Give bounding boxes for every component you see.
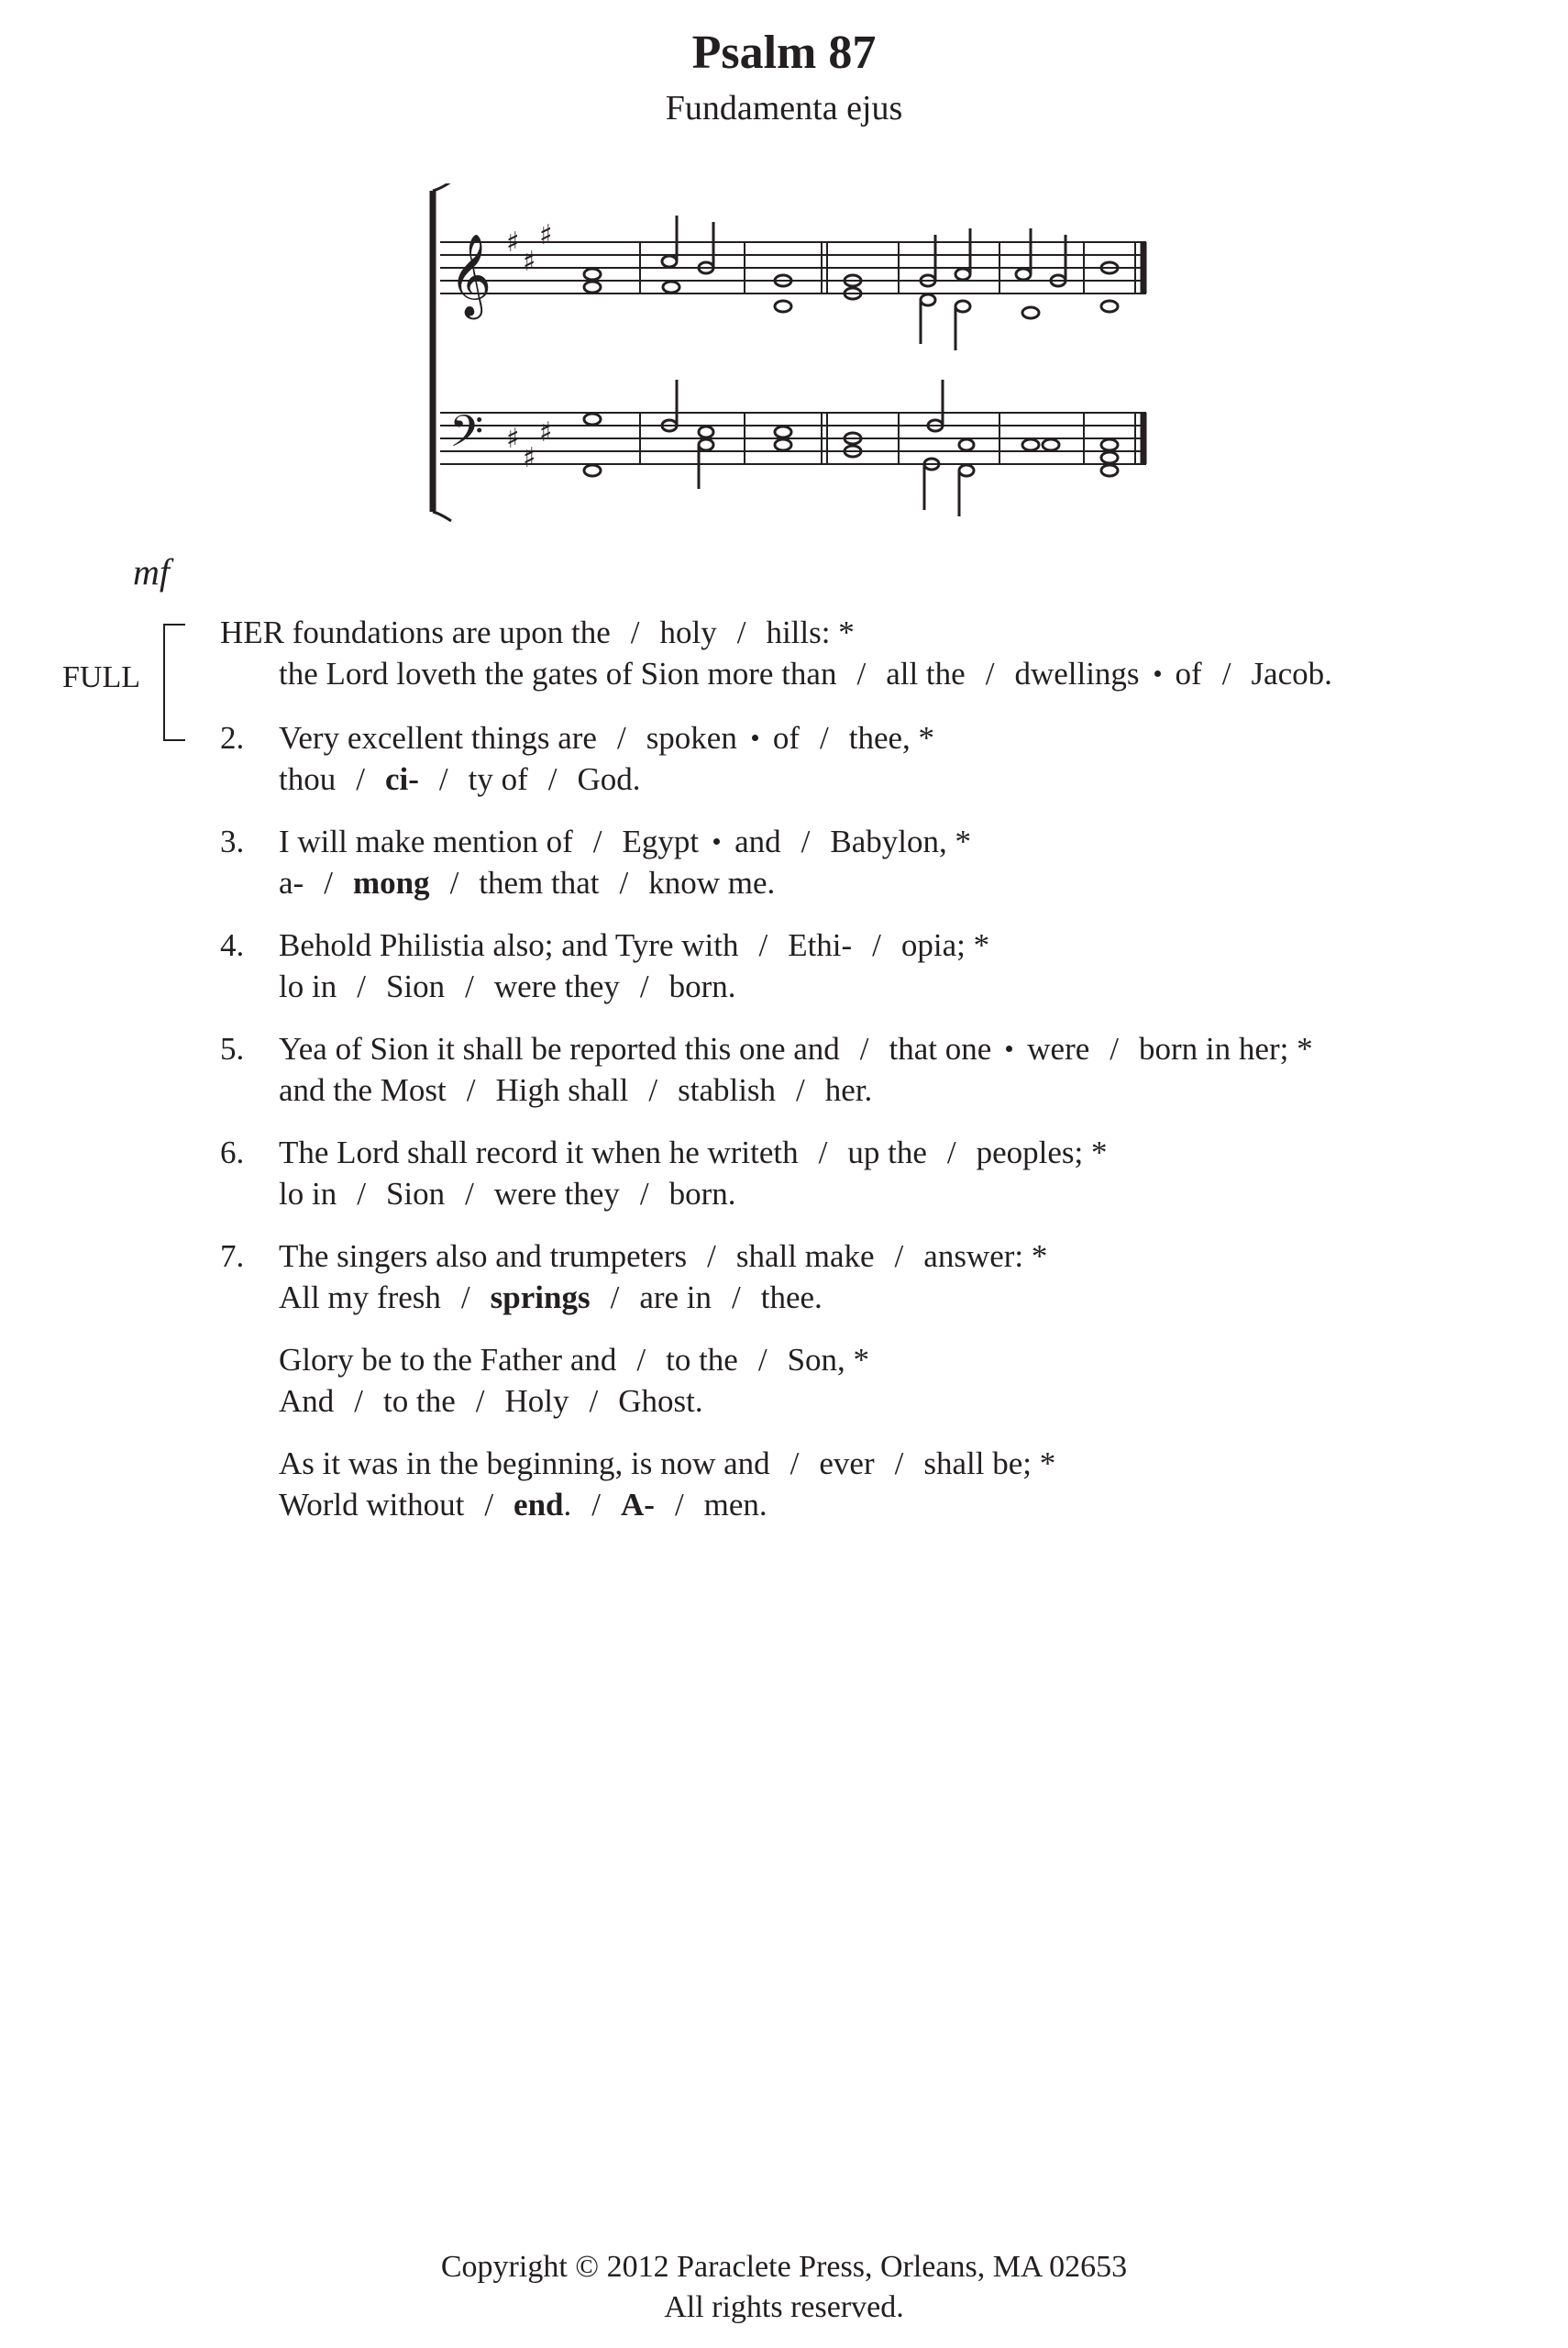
verse-2 [0, 720, 1568, 812]
verse-1 [0, 615, 1568, 706]
svg-text:♯: ♯ [539, 416, 553, 449]
verse-line: All my fresh / springs / are in / thee. [279, 1279, 823, 1315]
svg-text:♯: ♯ [523, 246, 536, 278]
verse-number: 3. [220, 824, 245, 859]
rights-line: All rights reserved. [664, 2290, 904, 2324]
gloria-1 [0, 1342, 1568, 1434]
verse-line: The Lord shall record it when he writeth / up the / peoples; * [279, 1135, 1108, 1170]
svg-text:♯: ♯ [539, 219, 553, 251]
svg-text:♯: ♯ [523, 442, 536, 474]
verse-line: and the Most / High shall / stablish / her. [279, 1072, 873, 1108]
page-title: Psalm 87 [691, 27, 877, 79]
treble-clef-icon: 𝄞 [449, 234, 492, 316]
verse-number: 2. [220, 720, 245, 756]
svg-text:♯: ♯ [506, 423, 520, 455]
verse-number: 5. [220, 1031, 245, 1067]
verse-line: The singers also and trumpeters / shall make / answer: * [279, 1238, 1048, 1274]
verse-line: lo in / Sion / were they / born. [279, 1176, 736, 1212]
verse-line: thou / ci- / ty of / God. [279, 761, 641, 797]
dynamic-marking: mf [133, 551, 170, 593]
verse-line: Glory be to the Father and / to the / Son, * [279, 1342, 870, 1378]
verse-line: Behold Philistia also; and Tyre with / Ethi- / opia; * [279, 927, 990, 963]
verse-5 [0, 1031, 1568, 1123]
verse-line: World without / end. / A- / men. [279, 1487, 767, 1523]
bass-clef-icon: 𝄢 [449, 405, 484, 468]
verse-number: 7. [220, 1238, 245, 1274]
verse-line: a- / mong / them that / know me. [279, 865, 776, 901]
verse-line: Very excellent things are / spoken of / thee, * [279, 720, 935, 756]
verse-line: And / to the / Holy / Ghost. [279, 1383, 703, 1419]
verse-6 [0, 1135, 1568, 1226]
pointing-dot [1154, 670, 1161, 677]
copyright-notice [0, 2247, 1568, 2328]
verse-line: lo in / Sion / were they / born. [279, 969, 736, 1004]
gloria-2 [0, 1445, 1568, 1537]
verse-number: 4. [220, 927, 245, 963]
copyright-line: Copyright © 2012 Paraclete Press, Orleans, MA 02653 [440, 2250, 1128, 2284]
key-signature-treble [506, 219, 553, 278]
svg-text:♯: ♯ [506, 227, 520, 259]
verse-line: Yea of Sion it shall be reported this one and / that one were / born in her; * [279, 1031, 1313, 1067]
verse-7 [0, 1238, 1568, 1330]
pointing-dot [752, 735, 758, 741]
verse-line: the Lord loveth the gates of Sion more than / all the / dwellings of / Jacob. [279, 656, 1332, 692]
verse-3 [0, 824, 1568, 915]
verse-line: I will make mention of / Egypt and / Babylon, * [279, 824, 971, 859]
verse-number: 6. [220, 1135, 245, 1170]
pointing-dot [713, 838, 720, 845]
pointing-dot [1006, 1046, 1012, 1052]
verse-line: HER foundations are upon the / holy / hills: * [220, 615, 855, 650]
page-subtitle: Fundamenta ejus [665, 89, 903, 127]
full-label: FULL [62, 660, 140, 694]
verse-4 [0, 927, 1568, 1019]
chant-score [422, 183, 1174, 523]
verse-line: As it was in the beginning, is now and / ever / shall be; * [279, 1445, 1056, 1481]
chant-notes [584, 216, 1118, 516]
